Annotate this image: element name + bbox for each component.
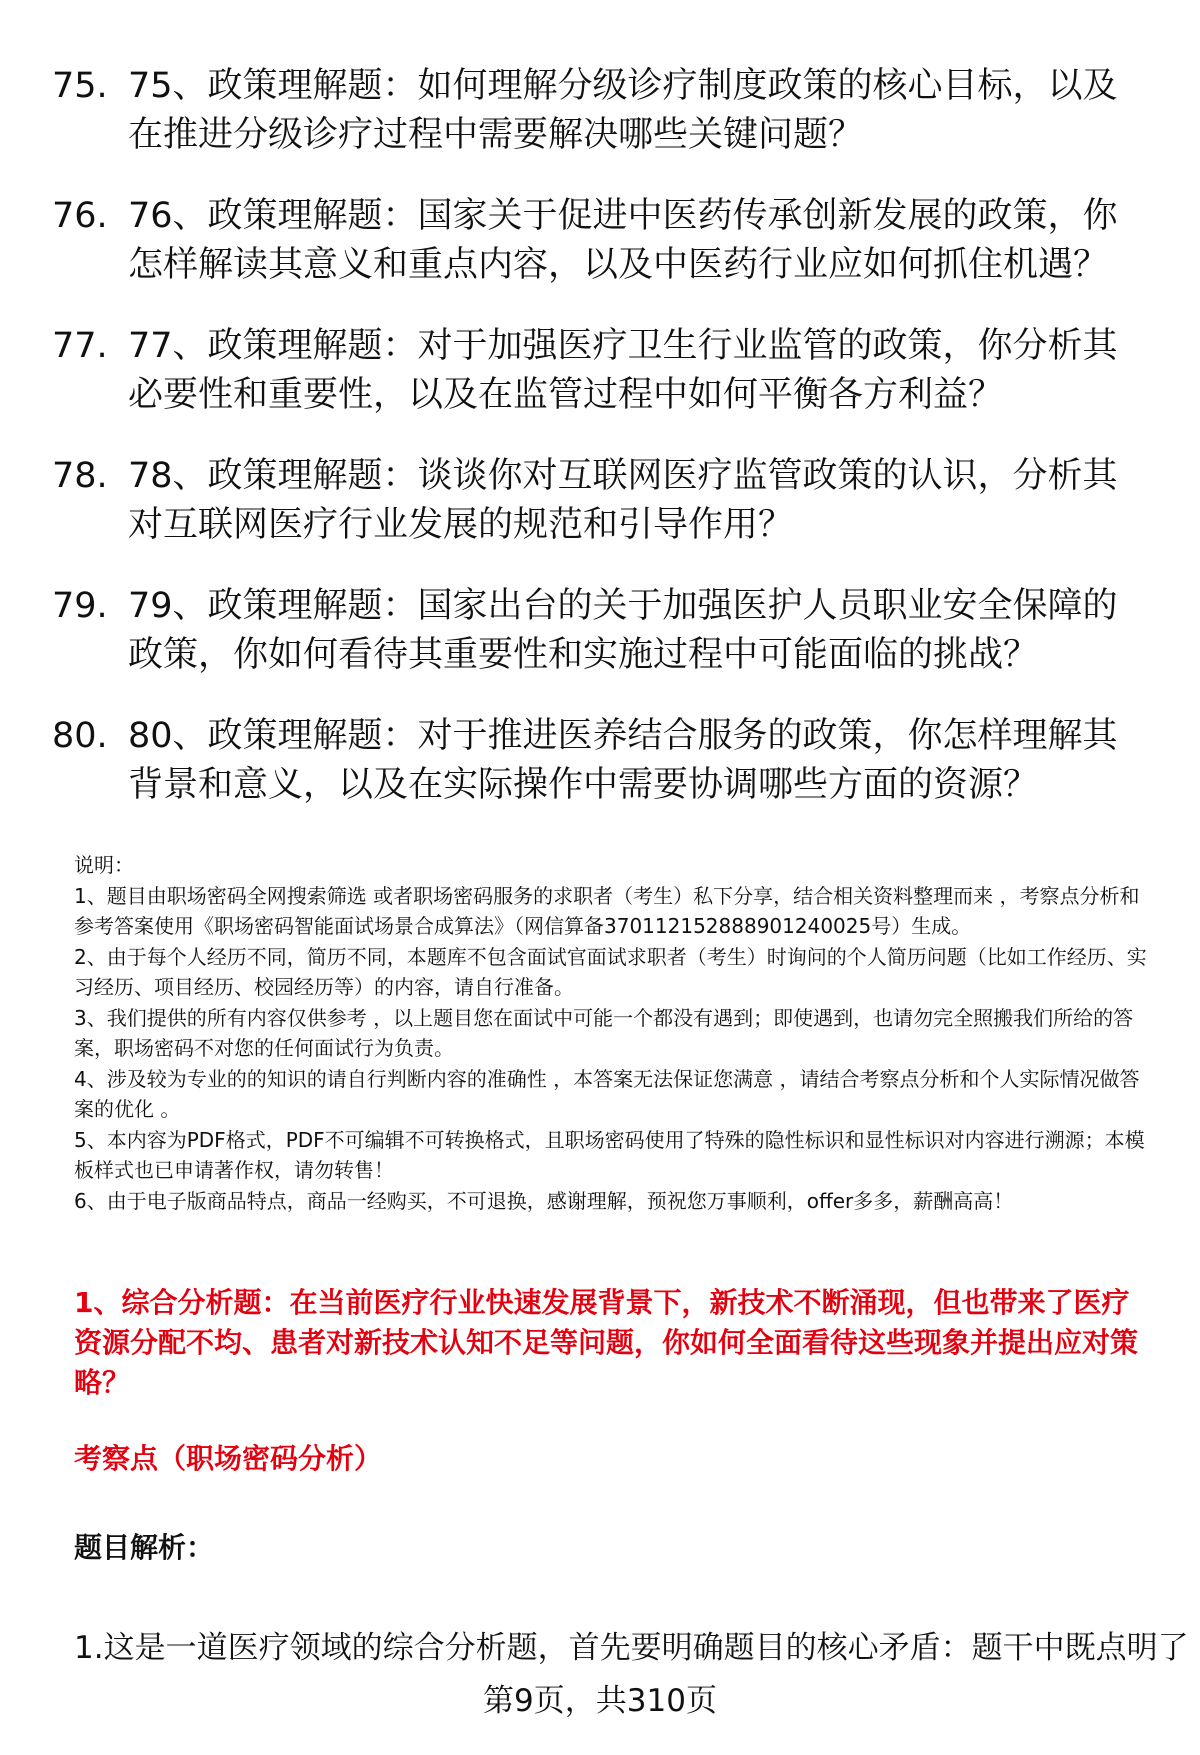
note-item: 6、由于电子版商品特点，商品一经购买，不可退换，感谢理解，预祝您万事顺利，offer多多，薪酬高高！: [74, 1188, 1014, 1213]
item-number: 80.: [52, 716, 108, 756]
notes-title: 说明：: [74, 853, 134, 877]
list-item: [52, 582, 1152, 680]
list-item: [52, 322, 1152, 420]
item-text: 78、政策理解题：谈谈你对互联网医疗监管政策的认识，分析其对互联网医疗行业发展的规范和引导作用？: [128, 456, 1118, 545]
note-item: 1、题目由职场密码全网搜索筛选 或者职场密码服务的求职者（考生）私下分享，结合相关资料整理而来 ，考察点分析和参考答案使用《职场密码智能面试场景合成算法》（网信算备370112152888901240025号）生成。: [74, 883, 1140, 938]
note-item: 2、由于每个人经历不同，简历不同，本题库不包含面试官面试求职者（考生）时询问的个人简历问题（比如工作经历、实习经历、项目经历、校园经历等）的内容，请自行准备。: [74, 944, 1147, 999]
note-item: 3、我们提供的所有内容仅供参考 ，以上题目您在面试中可能一个都没有遇到；即使遇到，也请勿完全照搬我们所给的答案，职场密码不对您的任何面试行为负责。: [74, 1005, 1134, 1060]
list-item: [52, 62, 1152, 160]
list-item: [52, 192, 1152, 290]
item-number: 79.: [52, 586, 108, 626]
item-text: 75、政策理解题：如何理解分级诊疗制度政策的核心目标，以及在推进分级诊疗过程中需要解决哪些关键问题？: [128, 66, 1118, 155]
note-item: 4、涉及较为专业的的知识的请自行判断内容的准确性 ，本答案无法保证您满意 ，请结合考察点分析和个人实际情况做答案的优化 。: [74, 1066, 1140, 1121]
item-number: 77.: [52, 326, 108, 366]
note-item: 5、本内容为PDF格式，PDF不可编辑不可转换格式，且职场密码使用了特殊的隐性标识和显性标识对内容进行溯源；本模板样式也已申请著作权，请勿转售！: [74, 1127, 1145, 1182]
item-number: 76.: [52, 196, 108, 236]
item-number: 75.: [52, 66, 108, 106]
item-text: 80、政策理解题：对于推进医养结合服务的政策，你怎样理解其背景和意义，以及在实际操作中需要协调哪些方面的资源？: [128, 716, 1118, 805]
item-text: 79、政策理解题：国家出台的关于加强医护人员职业安全保障的政策，你如何看待其重要性和实施过程中可能面临的挑战？: [128, 586, 1118, 675]
question-title: 1、综合分析题：在当前医疗行业快速发展背景下，新技术不断涌现，但也带来了医疗资源分配不均、患者对新技术认知不足等问题，你如何全面看待这些现象并提出应对策略？: [74, 1286, 1139, 1399]
analysis-heading: 题目解析：: [74, 1531, 215, 1564]
item-text: 77、政策理解题：对于加强医疗卫生行业监管的政策，你分析其必要性和重要性，以及在监管过程中如何平衡各方利益？: [128, 326, 1118, 415]
list-item: [52, 712, 1152, 810]
analysis-paragraph: 1.这是一道医疗领域的综合分析题，首先要明确题目的核心矛盾：题干中既点明了: [74, 1630, 1189, 1666]
page-number: 第9页，共310页: [483, 1683, 717, 1719]
focus-heading: 考察点（职场密码分析）: [74, 1442, 383, 1475]
item-number: 78.: [52, 456, 108, 496]
notes-section: [74, 850, 1154, 1216]
item-text: 76、政策理解题：国家关于促进中医药传承创新发展的政策，你怎样解读其意义和重点内容，以及中医药行业应如何抓住机遇？: [128, 196, 1118, 285]
list-item: [52, 452, 1152, 550]
